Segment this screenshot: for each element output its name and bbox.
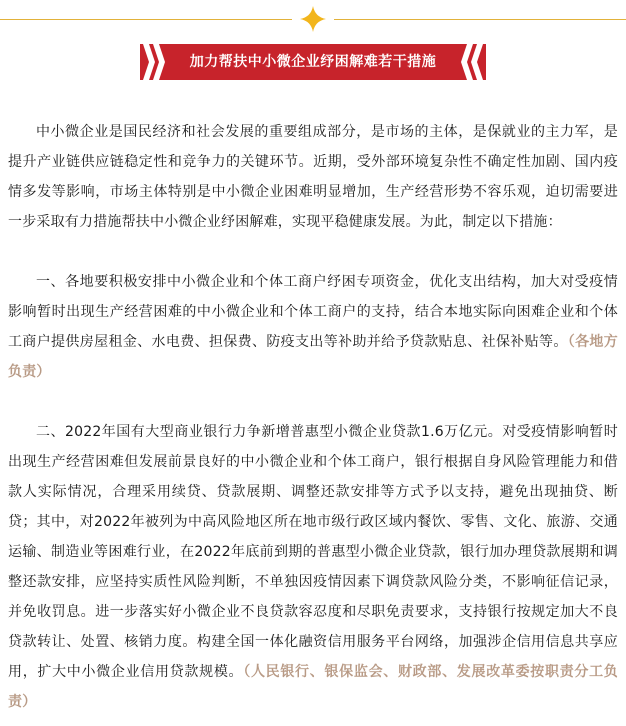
article-body xyxy=(8,117,618,717)
measure-paragraph-2 xyxy=(8,417,618,717)
header-rule-right xyxy=(334,19,626,20)
title-banner xyxy=(140,44,486,80)
measure-2-text: 二、2022年国有大型商业银行力争新增普惠型小微企业贷款1.6万亿元。对受疫情影响暂时出现生产经营困难但发展前景良好的中小微企业和个体工商户，银行根据自身风险管理能力和借款人实际情况，合理采用续贷、贷款展期、调整还款安排等方式予以支持，避免出现抽贷、断贷；其中，对2022年被列为中高风险地区所在地市级行政区域内餐饮、零售、文化、旅游、交通运输、制造业等困难行业，在2022年底前到期的普惠型小微企业贷款，银行加办理贷款展期和调整还款安排，应坚持实质性风险判断，不单独因疫情因素下调贷款风险分类，不影响征信记录，并免收罚息。进一步落实好小微企业不良贷款容忍度和尽职免责要求，支持银行按规定加大不良贷款转让、处置、核销力度。构建全国一体化融资信用服务平台网络，加强涉企信用信息共享应用，扩大中小微企业信用贷款规模。 xyxy=(8,424,618,680)
header-rule-left xyxy=(0,19,292,20)
intro-paragraph xyxy=(8,117,618,237)
measure-1-text: 一、各地要积极安排中小微企业和个体工商户纾困专项资金，优化支出结构，加大对受疫情影响暂时出现生产经营困难的中小微企业和个体工商户的支持，结合本地实际向困难企业和个体工商户提供房屋租金、水电费、担保费、防疫支出等补助并给予贷款贴息、社保补贴等。 xyxy=(8,274,618,350)
page-title: 加力帮扶中小微企业纾困解难若干措施 xyxy=(189,54,437,70)
measure-2-responsibility: （人民银行、银保监会、财政部、发展改革委按职责分工负责） xyxy=(8,664,619,710)
intro-text: 中小微企业是国民经济和社会发展的重要组成部分，是市场的主体，是保就业的主力军，是提升产业链供应链稳定性和竞争力的关键环节。近期，受外部环境复杂性不确定性加剧、国内疫情多发等影响，市场主体特别是中小微企业困难明显增加，生产经营形势不容乐观，迫切需要进一步采取有力措施帮扶中小微企业纾困解难，实现平稳健康发展。为此，制定以下措施： xyxy=(8,124,618,230)
four-point-star-icon xyxy=(299,5,327,33)
measure-1-responsibility: （各地方负责） xyxy=(8,334,618,380)
measure-paragraph-1 xyxy=(8,267,618,387)
